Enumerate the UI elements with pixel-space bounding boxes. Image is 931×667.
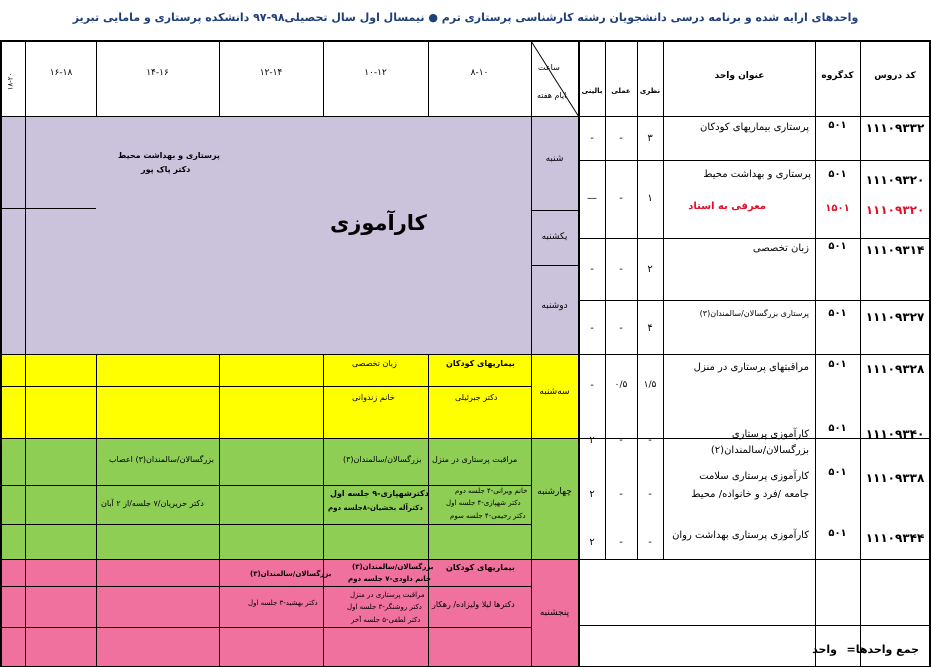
course-6-title: کارآموزی پرستاری	[731, 429, 809, 440]
slot-8-10: ۸-۱۰	[470, 68, 489, 78]
thu-child-teacher: دکترها لیلا ولیزاده/ رهکار	[432, 600, 515, 609]
course-2-note: معرفی به استاد	[688, 201, 766, 212]
course-4-code: ۱۱۱۰۹۳۲۷	[865, 310, 925, 324]
thu-child: بیماریهای کودکان	[446, 563, 515, 572]
course-1-group: ۵۰۱	[828, 120, 847, 131]
course-4-clinical: -	[590, 323, 594, 334]
course-8-theory: -	[648, 537, 652, 548]
course-8-practical: -	[619, 537, 623, 548]
course-6-clinical: ۲	[589, 435, 595, 446]
course-7-theory: -	[648, 489, 652, 500]
course-8-clinical: ۲	[589, 537, 595, 548]
course-6-theory: -	[648, 435, 652, 446]
wed-adult-t1: دکترشهپازی-۹ جلسه اول	[330, 489, 429, 498]
wed-adult: بزرگسالان/سالمندان(۳)	[343, 455, 422, 464]
course-2-theory: ۱	[647, 193, 653, 204]
thu-home-t2: دکتر لطفی-۵ جلسه آخر	[351, 616, 421, 624]
header-diagonal	[531, 41, 579, 117]
course-5-practical: ۰/۵	[614, 380, 628, 390]
day-tuesday: سه‌شنبه	[539, 387, 570, 397]
tue-child-teacher: دکتر جبرئیلی	[455, 393, 498, 402]
course-7-title2: جامعه /فرد و خانواده/ محیط	[691, 489, 809, 500]
hour-label: ساعت	[538, 63, 560, 72]
sat-env-teacher: دکتر پاک پور	[141, 165, 191, 174]
course-5-clinical: -	[590, 380, 594, 391]
thu-adult2: بزرگسالان/سالمندان(۳)	[250, 570, 332, 578]
course-3-group: ۵۰۱	[828, 241, 847, 252]
total-unit: واحد	[812, 643, 837, 656]
course-6-group: ۵۰۱	[828, 423, 847, 434]
day-saturday: شنبه	[545, 154, 564, 164]
thu-adult-t: خانم داودی-۷ جلسه دوم	[348, 575, 431, 583]
total-label: جمع واحدها=	[846, 643, 919, 656]
slot-18-20: ۱۸-۲۰	[6, 72, 15, 91]
thu-home-t1: دکتر روشنگر-۳ جلسه اول	[347, 603, 422, 611]
header-title: عنوان واحد	[714, 71, 765, 81]
slot-10-12: ۱۰-۱۲	[364, 68, 387, 78]
course-2-practical: -	[619, 193, 623, 204]
slot-12-14: ۱۲-۱۴	[259, 68, 283, 78]
course-2-group2: ۱۵۰۱	[825, 203, 850, 214]
day-sunday: یکشنبه	[541, 232, 568, 242]
day-thursday: پنجشنبه	[539, 608, 570, 618]
course-6-title2: بزرگسالان/سالمندان(۲)	[710, 445, 809, 456]
course-8-group: ۵۰۱	[828, 528, 847, 539]
thu-home: مراقبت پرستاری در منزل	[350, 591, 425, 599]
wed-home: مراقبت پرستاری در منزل	[432, 455, 518, 464]
tue-lang: زبان تخصصی	[352, 359, 397, 368]
course-3-practical: -	[619, 264, 623, 275]
course-4-group: ۵۰۱	[828, 308, 847, 319]
course-2-code2: ۱۱۱۰۹۳۲۰	[865, 203, 925, 217]
thu-adult: بزرگسالان/سالمندان(۳)	[352, 563, 434, 571]
page-title: واحدهای ارایه شده و برنامه درسی دانشجویان رشته کارشناسی پرستاری ترم ● نیمسال اول سال تحصیلی۹۸-۹۷ دانشکده پرستاری و مامایی تبریز	[72, 11, 859, 24]
course-6-code: ۱۱۱۰۹۳۴۰	[865, 427, 925, 441]
course-5-title: مراقبتهای پرستاری در منزل	[693, 362, 809, 373]
day-wednesday: چهارشنبه	[537, 487, 572, 497]
slot-16-18: ۱۶-۱۸	[49, 68, 73, 78]
course-7-practical: -	[619, 489, 623, 500]
tue-lang-teacher: خانم زندوانی	[352, 393, 395, 402]
course-2-clinical: —	[587, 193, 597, 204]
course-7-clinical: ۲	[589, 489, 595, 500]
course-2-code: ۱۱۱۰۹۳۲۰	[865, 173, 925, 187]
course-7-code: ۱۱۱۰۹۳۳۸	[865, 471, 925, 485]
course-2-title: پرستاری و بهداشت محیط	[703, 169, 811, 180]
slot-14-16: ۱۴-۱۶	[146, 68, 169, 78]
course-3-code: ۱۱۱۰۹۳۱۴	[865, 243, 925, 257]
course-1-title: پرستاری بیماریهای کودکان	[699, 122, 809, 133]
tue-child: بیماریهای کودکان	[446, 359, 515, 368]
big-block-label: کارآموزی	[330, 211, 427, 235]
course-3-title: زبان تخصصی	[752, 243, 809, 254]
sat-env-course: پرستاری و بهداشت محیط	[118, 151, 220, 160]
course-4-practical: -	[619, 323, 623, 334]
header-clinical: بالینی	[581, 87, 603, 95]
wed-home-t1: خانم ویرانی-۴ جلسه دوم	[455, 487, 528, 495]
lilac-block	[0, 117, 579, 354]
wed-adult-t2: دکترآله بخشیان-۸جلسه دوم	[328, 504, 423, 512]
wed-neuro: بزرگسالان/سالمندان(۳) اعصاب	[109, 455, 214, 464]
course-8-code: ۱۱۱۰۹۳۴۴	[865, 531, 925, 545]
header-code: کد دروس	[874, 71, 916, 81]
course-7-group: ۵۰۱	[828, 467, 847, 478]
course-7-title: کارآموزی پرستاری سلامت	[699, 471, 809, 482]
course-3-theory: ۲	[647, 264, 653, 275]
course-5-theory: ۱/۵	[643, 380, 657, 390]
day-monday: دوشنبه	[541, 301, 568, 311]
days-label: ایام هفته	[537, 91, 567, 100]
course-8-title: کارآموزی پرستاری بهداشت روان	[672, 530, 809, 541]
course-5-group: ۵۰۱	[828, 359, 847, 370]
wed-home-t3: دکتر رحیمی-۴ جلسه سوم	[450, 512, 526, 520]
course-6-practical: -	[619, 435, 623, 446]
course-4-title: پرستاری بزرگسالان/سالمندان(۳)	[699, 309, 809, 318]
header-practical: عملی	[611, 87, 631, 95]
course-4-theory: ۴	[647, 323, 653, 334]
course-1-code: ۱۱۱۰۹۳۳۲	[865, 121, 925, 135]
wed-home-t2: دکتر شهپازی-۴ جلسه اول	[446, 499, 521, 507]
course-3-clinical: -	[590, 264, 594, 275]
thu-adult2-t: دکتر بهشید-۳ جلسه اول	[248, 599, 318, 607]
header-group: کدگروه	[821, 71, 854, 81]
course-1-clinical: -	[590, 133, 594, 144]
header-theory: نظری	[639, 87, 661, 95]
course-5-code: ۱۱۱۰۹۳۲۸	[865, 362, 925, 376]
course-1-theory: ۳	[647, 133, 653, 144]
course-1-practical: -	[619, 133, 623, 144]
wed-neuro-teacher: دکتر حریریان/۷ جلسه/از ۲ آبان	[101, 499, 204, 508]
course-2-group: ۵۰۱	[828, 169, 847, 180]
